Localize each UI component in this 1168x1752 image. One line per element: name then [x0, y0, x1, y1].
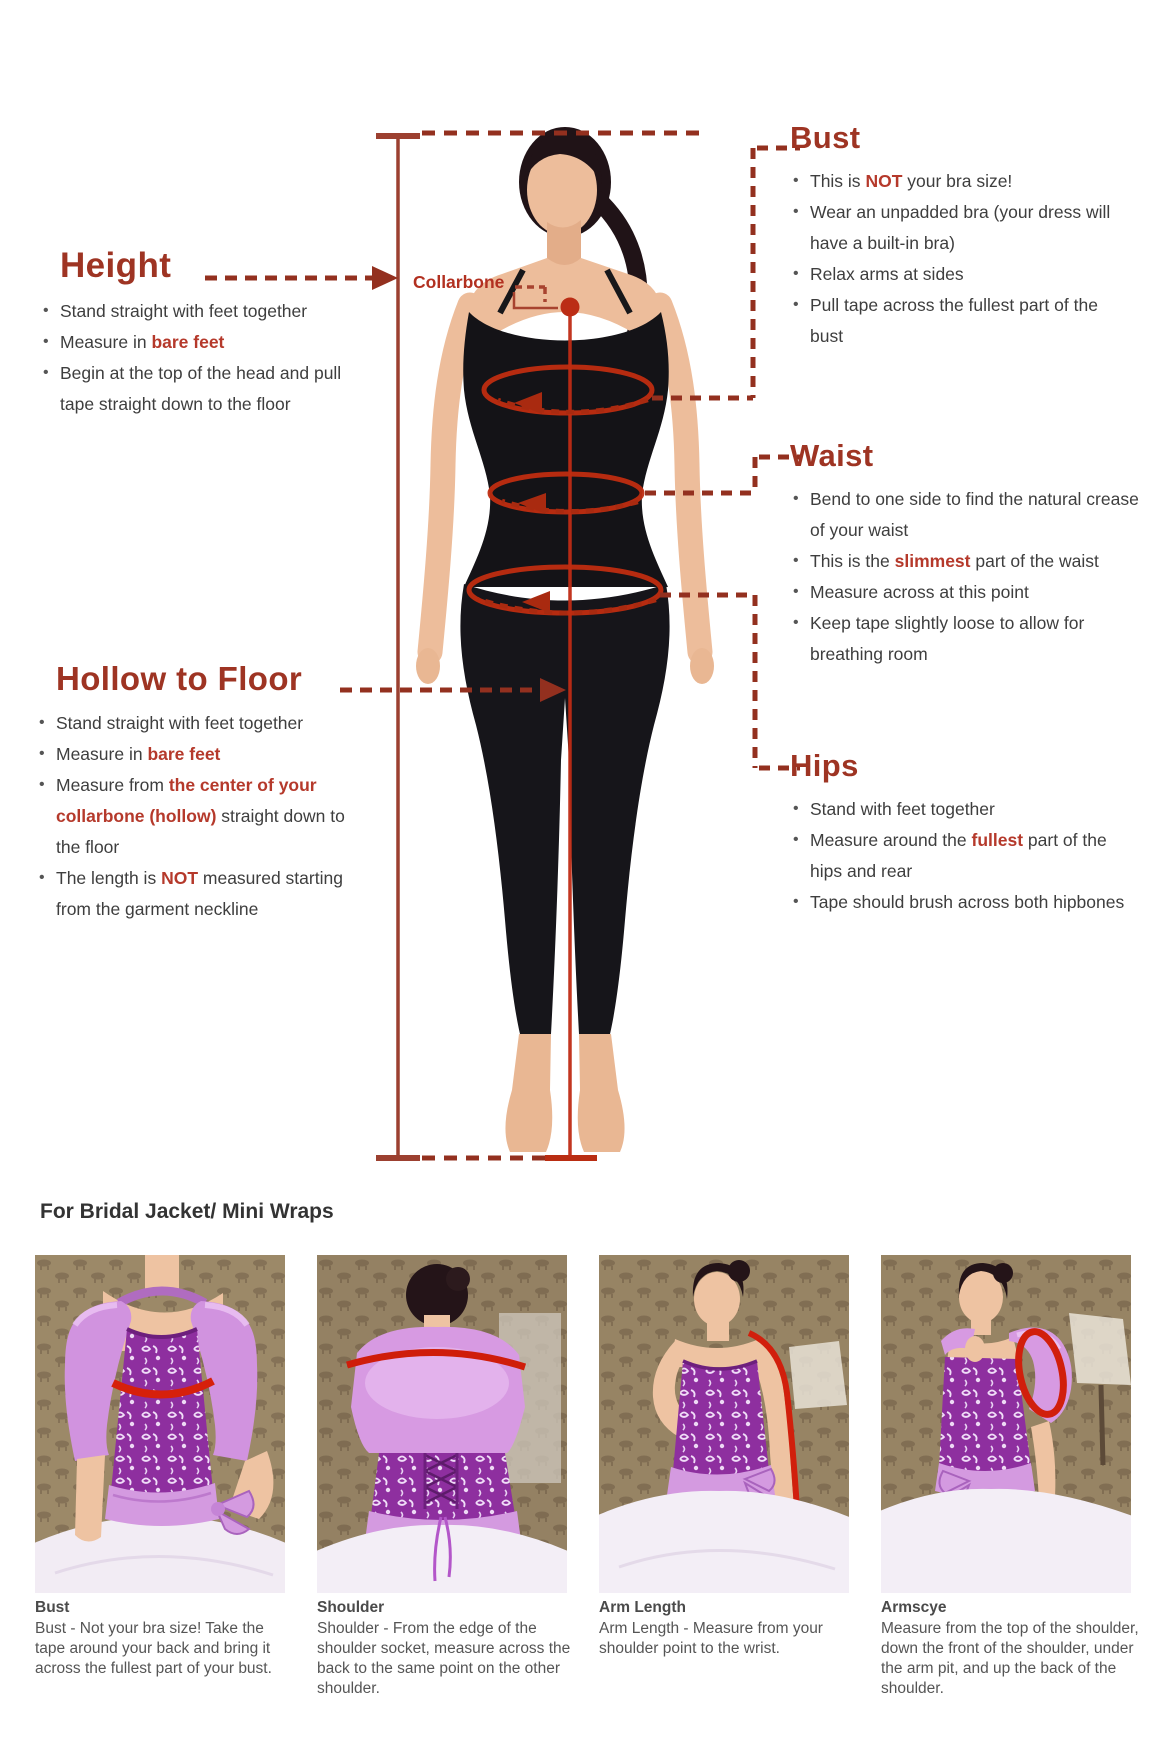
armscye-caption-title: Armscye — [881, 1599, 947, 1616]
bridal-jacket-heading: For Bridal Jacket/ Mini Wraps — [40, 1200, 334, 1223]
shoulder-photo-illustration — [317, 1255, 567, 1593]
arm-length-caption-title: Arm Length — [599, 1599, 686, 1616]
bullet-item: • Tape should brush across both hipbones — [790, 887, 1130, 918]
bullet-item: • Stand straight with feet together — [40, 296, 360, 327]
hollow-to-floor-bullets — [36, 708, 361, 925]
section-hollow-to-floor — [36, 660, 361, 925]
collarbone-label: Collarbone — [413, 272, 505, 292]
bust-bullets — [790, 166, 1135, 352]
bullet-item: • Relax arms at sides — [790, 259, 1135, 290]
arm-length-photo — [599, 1255, 849, 1593]
bullet-item: • Measure across at this point — [790, 577, 1145, 608]
bullet-item: • Measure from the center of your collarbone (hollow) straight down to the floor — [36, 770, 361, 863]
bullet-item: • Begin at the top of the head and pull tape straight down to the floor — [40, 358, 360, 420]
bust-caption-text: Bust - Not your bra size! Take the tape around your back and bring it across the fullest part of your bust. — [35, 1620, 272, 1677]
model-right-foot — [578, 1034, 625, 1152]
bullet-item: • This is NOT your bra size! — [790, 166, 1135, 197]
arm-length-caption-text: Arm Length - Measure from your shoulder point to the wrist. — [599, 1620, 823, 1657]
armscye-caption — [881, 1598, 1141, 1699]
section-height — [40, 246, 360, 420]
bullet-item: • This is the slimmest part of the waist — [790, 546, 1145, 577]
model-left-foot — [505, 1034, 552, 1152]
shoulder-caption-title: Shoulder — [317, 1599, 385, 1616]
section-hips — [790, 748, 1130, 918]
model-camisole — [463, 312, 669, 587]
armscye-photo — [881, 1255, 1131, 1593]
model-leggings — [460, 584, 669, 1034]
bullet-item: • Stand straight with feet together — [36, 708, 361, 739]
bullet-item: • Bend to one side to find the natural crease of your waist — [790, 484, 1145, 546]
shoulder-caption — [317, 1598, 577, 1699]
hollow-to-floor-title: Hollow to Floor — [56, 660, 303, 697]
bullet-item: • Pull tape across the fullest part of the bust — [790, 290, 1135, 352]
bust-photo-illustration — [35, 1255, 285, 1593]
hips-bullets — [790, 794, 1130, 918]
shoulder-caption-text: Shoulder - From the edge of the shoulder socket, measure across the back to the same point on the other shoulder. — [317, 1620, 571, 1697]
waist-bullets — [790, 484, 1145, 670]
height-arrow-head — [372, 266, 398, 290]
bust-title: Bust — [790, 120, 861, 155]
bullet-item: • Measure in bare feet — [36, 739, 361, 770]
section-waist — [790, 438, 1145, 670]
arm-length-photo-illustration — [599, 1255, 849, 1593]
height-bullets — [40, 296, 360, 420]
shoulder-photo — [317, 1255, 567, 1593]
height-title: Height — [60, 246, 172, 285]
bullet-item: • Keep tape slightly loose to allow for breathing room — [790, 608, 1145, 670]
model-right-hand — [690, 648, 714, 684]
bust-caption — [35, 1598, 295, 1679]
bullet-item: • Measure around the fullest part of the hips and rear — [790, 825, 1130, 887]
bullet-item: • Wear an unpadded bra (your dress will have a built-in bra) — [790, 197, 1135, 259]
arm-length-caption — [599, 1598, 859, 1659]
bullet-item: • Stand with feet together — [790, 794, 1130, 825]
waist-title: Waist — [790, 438, 874, 473]
bust-photo — [35, 1255, 285, 1593]
hips-title: Hips — [790, 748, 859, 783]
bust-caption-title: Bust — [35, 1599, 70, 1616]
bullet-item: • Measure in bare feet — [40, 327, 360, 358]
model-left-hand — [416, 648, 440, 684]
bullet-item: • The length is NOT measured starting from the garment neckline — [36, 863, 361, 925]
armscye-photo-illustration — [881, 1255, 1131, 1593]
armscye-caption-text: Measure from the top of the shoulder, down the front of the shoulder, under the arm pit, and up the back of the shoulder. — [881, 1620, 1139, 1697]
section-bust — [790, 120, 1135, 352]
